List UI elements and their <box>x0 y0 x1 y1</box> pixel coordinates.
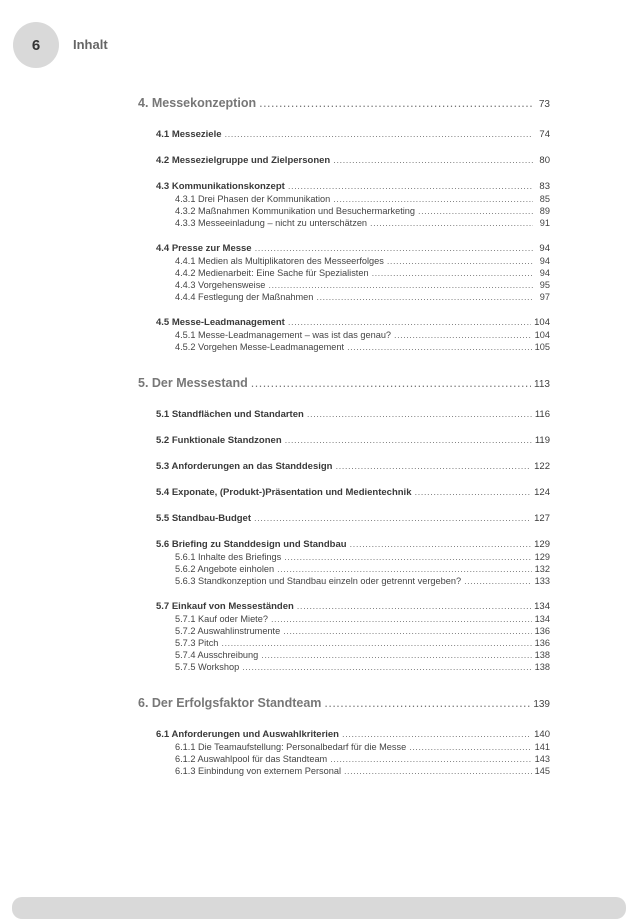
toc-section-page-number: 80 <box>539 155 550 166</box>
dot-leader <box>344 765 532 777</box>
toc-subsection <box>138 575 550 587</box>
dot-leader <box>333 154 533 167</box>
page-number: 6 <box>31 36 41 54</box>
toc-chapter-label: 6. Der Erfolgsfaktor Standteam <box>138 696 322 710</box>
toc-subsection <box>138 625 550 637</box>
toc-subsection <box>138 291 550 303</box>
toc-chapter <box>138 695 550 711</box>
toc-section-page-number: 83 <box>539 181 550 192</box>
toc-chapter <box>138 95 550 111</box>
dot-leader <box>284 551 531 563</box>
toc-chapter-label: 4. Messekonzeption <box>138 96 257 110</box>
toc-subsection <box>138 255 550 267</box>
toc-subsection-page-number: 85 <box>539 194 550 204</box>
toc-subsection-page-number: 129 <box>534 552 550 562</box>
toc-subsection <box>138 551 550 563</box>
dot-leader <box>285 434 532 447</box>
toc-section-page-number: 140 <box>534 729 550 740</box>
toc-subsection-label: 6.1.2 Auswahlpool für das Standteam <box>175 754 328 764</box>
toc-subsection-page-number: 138 <box>534 662 550 672</box>
dot-leader <box>288 180 533 193</box>
spacer <box>138 391 550 408</box>
toc-chapter-page-number: 73 <box>538 99 550 110</box>
toc-subsection <box>138 741 550 753</box>
dot-leader <box>370 217 533 229</box>
toc-subsection <box>138 279 550 291</box>
toc-subsection-page-number: 145 <box>534 766 550 776</box>
toc-section-page-number: 129 <box>534 539 550 550</box>
toc-subsection <box>138 193 550 205</box>
dot-leader <box>335 460 531 473</box>
toc-subsection <box>138 765 550 777</box>
dot-leader <box>333 193 533 205</box>
toc-section-page-number: 122 <box>534 461 550 472</box>
dot-leader <box>387 255 533 267</box>
toc-chapter-page-number: 139 <box>533 699 550 710</box>
toc-subsection <box>138 637 550 649</box>
toc-chapter-page-number: 113 <box>534 379 550 390</box>
toc-section <box>138 128 550 141</box>
table-of-contents <box>138 95 550 777</box>
toc-section <box>138 242 550 255</box>
toc-subsection-page-number: 138 <box>534 650 550 660</box>
toc-subsection-page-number: 143 <box>534 754 550 764</box>
dot-leader <box>259 95 533 111</box>
toc-subsection <box>138 341 550 353</box>
toc-subsection-page-number: 133 <box>534 576 550 586</box>
spacer <box>138 421 550 434</box>
dot-leader <box>268 279 533 291</box>
dot-leader <box>372 267 533 279</box>
toc-subsection-label: 6.1.1 Die Teamaufstellung: Personalbedarf für die Messe <box>175 742 407 752</box>
spacer <box>138 499 550 512</box>
toc-subsection-page-number: 94 <box>539 268 550 278</box>
toc-subsection <box>138 329 550 341</box>
spacer <box>138 303 550 316</box>
spacer <box>138 711 550 728</box>
dot-leader <box>316 291 533 303</box>
toc-subsection-label: 5.6.2 Angebote einholen <box>175 564 275 574</box>
toc-subsection-label: 5.7.1 Kauf oder Miete? <box>175 614 268 624</box>
toc-subsection-label: 4.4.4 Festlegung der Maßnahmen <box>175 292 314 302</box>
spacer <box>138 587 550 600</box>
toc-section <box>138 538 550 551</box>
toc-section <box>138 180 550 193</box>
dot-leader <box>330 753 531 765</box>
toc-subsection-label: 6.1.3 Einbindung von externem Personal <box>175 766 341 776</box>
toc-subsection-label: 5.6.3 Standkonzeption und Standbau einzeln oder getrennt vergeben? <box>175 576 462 586</box>
toc-subsection-page-number: 132 <box>534 564 550 574</box>
toc-section-label: 5.2 Funktionale Standzonen <box>156 435 282 446</box>
spacer <box>138 141 550 154</box>
spacer <box>138 229 550 242</box>
spacer <box>138 473 550 486</box>
toc-section <box>138 600 550 613</box>
toc-subsection-page-number: 94 <box>539 256 550 266</box>
dot-leader <box>283 625 531 637</box>
toc-subsection <box>138 661 550 673</box>
dot-leader <box>297 600 531 613</box>
dot-leader <box>394 329 532 341</box>
toc-section-page-number: 124 <box>534 487 550 498</box>
dot-leader <box>254 512 531 525</box>
toc-subsection-label: 4.4.1 Medien als Multiplikatoren des Messeerfolges <box>175 256 384 266</box>
toc-section <box>138 316 550 329</box>
dot-leader <box>409 741 531 753</box>
dot-leader <box>261 649 531 661</box>
toc-subsection <box>138 217 550 229</box>
toc-section-page-number: 94 <box>539 243 550 254</box>
toc-subsection-label: 4.3.3 Messeeinladung – nicht zu unterschätzen <box>175 218 368 228</box>
toc-subsection-label: 4.5.1 Messe-Leadmanagement – was ist das genau? <box>175 330 392 340</box>
dot-leader <box>414 486 531 499</box>
dot-leader <box>271 613 532 625</box>
toc-section-page-number: 119 <box>534 435 550 446</box>
page-header-title: Inhalt <box>73 37 108 52</box>
toc-section-label: 4.5 Messe-Leadmanagement <box>156 317 285 328</box>
toc-subsection-page-number: 136 <box>534 638 550 648</box>
toc-section-label: 6.1 Anforderungen und Auswahlkriterien <box>156 729 339 740</box>
toc-section <box>138 408 550 421</box>
toc-section <box>138 728 550 741</box>
toc-subsection-label: 5.7.5 Workshop <box>175 662 240 672</box>
toc-section-label: 5.6 Briefing zu Standdesign und Standbau <box>156 539 347 550</box>
page-number-badge <box>13 22 59 68</box>
toc-subsection <box>138 613 550 625</box>
spacer <box>138 673 550 695</box>
toc-section-label: 5.1 Standflächen und Standarten <box>156 409 304 420</box>
spacer <box>138 111 550 128</box>
toc-subsection-page-number: 97 <box>539 292 550 302</box>
toc-subsection-page-number: 134 <box>534 614 550 624</box>
toc-subsection-page-number: 105 <box>534 342 550 352</box>
toc-subsection-label: 4.4.2 Medienarbeit: Eine Sache für Spezialisten <box>175 268 369 278</box>
dot-leader <box>288 316 531 329</box>
toc-section-label: 4.1 Messeziele <box>156 129 222 140</box>
toc-subsection <box>138 563 550 575</box>
toc-section <box>138 434 550 447</box>
dot-leader <box>342 728 531 741</box>
toc-section-label: 4.2 Messezielgruppe und Zielpersonen <box>156 155 331 166</box>
toc-subsection-label: 5.6.1 Inhalte des Briefings <box>175 552 282 562</box>
toc-subsection-page-number: 141 <box>534 742 550 752</box>
toc-section-label: 5.5 Standbau-Budget <box>156 513 252 524</box>
toc-subsection <box>138 267 550 279</box>
toc-subsection-label: 4.5.2 Vorgehen Messe-Leadmanagement <box>175 342 345 352</box>
spacer <box>138 525 550 538</box>
dot-leader <box>225 128 534 141</box>
toc-section <box>138 460 550 473</box>
toc-section-label: 5.4 Exponate, (Produkt-)Präsentation und Medientechnik <box>156 487 412 498</box>
toc-subsection-page-number: 104 <box>534 330 550 340</box>
footer-bar <box>12 897 626 919</box>
dot-leader <box>464 575 532 587</box>
toc-subsection-label: 5.7.4 Ausschreibung <box>175 650 259 660</box>
toc-subsection-label: 4.3.1 Drei Phasen der Kommunikation <box>175 194 331 204</box>
toc-section <box>138 486 550 499</box>
toc-subsection-label: 5.7.3 Pitch <box>175 638 219 648</box>
toc-section <box>138 512 550 525</box>
toc-subsection <box>138 205 550 217</box>
toc-chapter-label: 5. Der Messestand <box>138 376 248 390</box>
toc-subsection-label: 4.4.3 Vorgehensweise <box>175 280 266 290</box>
dot-leader <box>251 375 531 391</box>
dot-leader <box>307 408 532 421</box>
toc-section-page-number: 104 <box>534 317 550 328</box>
dot-leader <box>350 538 532 551</box>
spacer <box>138 353 550 375</box>
toc-section-label: 5.7 Einkauf von Messeständen <box>156 601 294 612</box>
toc-subsection-page-number: 95 <box>539 280 550 290</box>
dot-leader <box>347 341 532 353</box>
toc-section-page-number: 134 <box>534 601 550 612</box>
spacer <box>138 167 550 180</box>
dot-leader <box>324 695 530 711</box>
dot-leader <box>242 661 531 673</box>
dot-leader <box>418 205 533 217</box>
toc-subsection <box>138 649 550 661</box>
dot-leader <box>277 563 532 575</box>
toc-section <box>138 154 550 167</box>
dot-leader <box>221 637 531 649</box>
toc-chapter <box>138 375 550 391</box>
toc-section-page-number: 74 <box>539 129 550 140</box>
toc-subsection-page-number: 136 <box>534 626 550 636</box>
toc-section-label: 4.4 Presse zur Messe <box>156 243 252 254</box>
toc-section-label: 4.3 Kommunikationskonzept <box>156 181 285 192</box>
toc-subsection-label: 5.7.2 Auswahlinstrumente <box>175 626 281 636</box>
toc-section-label: 5.3 Anforderungen an das Standdesign <box>156 461 333 472</box>
toc-section-page-number: 127 <box>534 513 550 524</box>
toc-section-page-number: 116 <box>534 409 550 420</box>
toc-subsection-page-number: 89 <box>539 206 550 216</box>
dot-leader <box>255 242 533 255</box>
toc-subsection <box>138 753 550 765</box>
spacer <box>138 447 550 460</box>
toc-subsection-page-number: 91 <box>539 218 550 228</box>
toc-subsection-label: 4.3.2 Maßnahmen Kommunikation und Besuchermarketing <box>175 206 416 216</box>
